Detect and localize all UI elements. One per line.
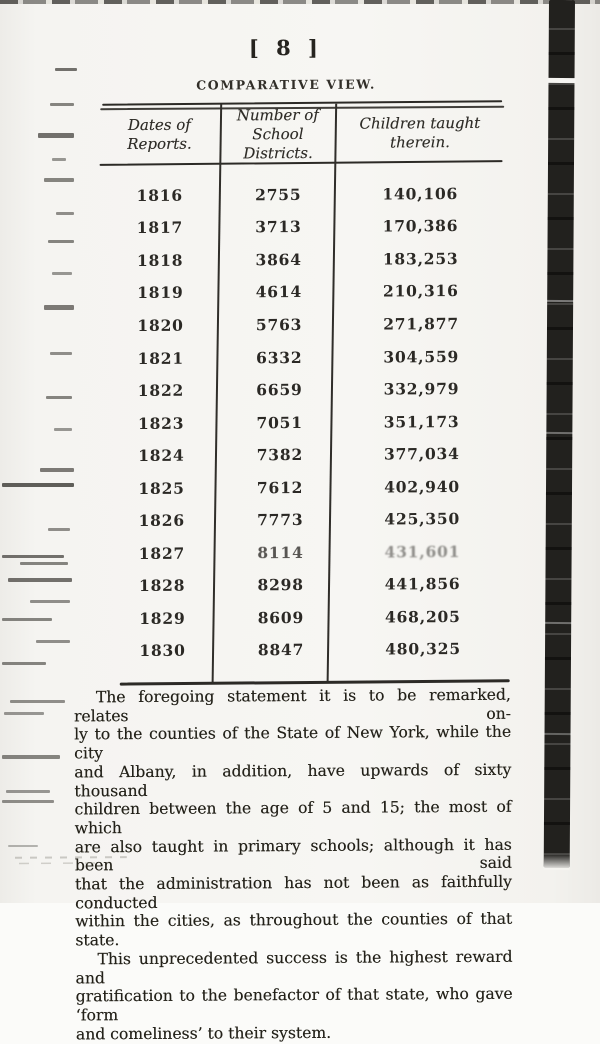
cell-districts: 8298 [257,575,304,595]
cell-districts: 8847 [257,640,305,660]
cell-date: 1830 [139,641,186,661]
cell-date: 1821 [137,348,184,368]
cell-date: 1825 [138,478,185,498]
cell-districts: 4614 [255,282,303,302]
table-row [100,437,506,472]
paragraph [74,686,513,951]
paragraph-line: gratification to the benefactor of that state, who gave ‘form [75,984,513,1025]
cell-children: 480,325 [385,639,461,659]
body-paragraphs [74,686,513,1044]
table-row [99,209,505,244]
column-header-districts: Number of School Districts. [236,105,319,162]
cell-date: 1828 [138,576,186,596]
table-row [101,600,507,635]
table-row [99,177,505,212]
cell-children: 402,940 [384,476,460,497]
paragraph-line: and comeliness’ to their system. [75,1023,332,1044]
cell-children: 183,253 [382,248,459,269]
document-title: COMPARATIVE VIEW. [196,76,376,93]
cell-districts: 8609 [257,607,305,628]
cell-date: 1824 [138,445,185,466]
cell-children: 304,559 [383,346,460,366]
cell-date: 1826 [138,510,185,531]
cell-date: 1817 [136,218,184,238]
paragraph-line: are also taught in primary schools; although it has been said [74,835,512,875]
cell-districts: 7382 [256,445,304,465]
table-row [101,567,507,602]
cell-date: 1823 [137,413,185,433]
column-header-dates: Dates of Reports. [127,115,192,154]
table-row [100,405,506,440]
cell-districts: 3713 [255,217,302,237]
table-row [100,339,506,374]
table-row [101,535,507,570]
table-body [99,177,508,668]
cell-districts: 7612 [256,477,304,497]
cell-children: 170,386 [382,216,459,236]
cell-date: 1819 [137,283,184,303]
cell-children: 271,877 [383,313,459,334]
cell-children: 140,106 [382,183,459,204]
cell-date: 1827 [138,543,186,563]
cell-children: 431,601 [384,541,461,562]
cell-districts: 8114 [257,542,304,563]
cell-districts: 3864 [255,249,302,270]
paragraph-line: within the cities, as throughout the counties of that state. [75,910,513,950]
table-bottom-rule [120,679,510,685]
cell-children: 425,350 [384,509,461,529]
table-row [100,470,506,505]
table-row [99,307,505,342]
paragraph-line: children between the age of 5 and 15; the most of which [74,797,512,838]
page-number: [ 8 ] [248,34,323,61]
cell-districts: 5763 [255,314,303,335]
paragraph-line: and Albany, in addition, have upwards of sixty thousand [74,760,512,800]
table-row [99,242,505,277]
cell-districts: 2755 [255,184,302,205]
column-header-children: Children taught therein. [359,113,481,152]
cell-children: 332,979 [383,379,460,399]
scan-bottom-left-smudge [15,856,127,865]
paragraph-line: The foregoing statement it is to be remarked, relates on- [73,685,511,726]
paragraph-line: This unprecedented success is the highest reward and [75,947,513,987]
cell-children: 351,173 [383,411,460,432]
table-row [100,372,506,407]
table-row [101,632,507,667]
table-row [99,274,505,309]
cell-districts: 6332 [256,347,303,367]
cell-date: 1818 [136,250,184,270]
comparative-table [98,99,508,686]
cell-children: 441,856 [384,574,461,594]
paragraph [75,948,513,1044]
cell-date: 1822 [137,380,185,401]
cell-date: 1829 [139,608,186,628]
paragraph-line: ly to the counties of the State of New York, while the city [73,723,512,763]
cell-districts: 7051 [256,412,303,432]
cell-children: 210,316 [382,281,459,301]
table-header-row [98,105,504,162]
cell-date: 1816 [136,185,183,205]
cell-children: 377,034 [383,444,460,464]
cell-date: 1820 [137,315,184,335]
paragraph-line: that the administration has not been as faithfully conducted [74,872,513,913]
cell-districts: 7773 [257,510,304,530]
cell-children: 468,205 [384,606,461,627]
cell-districts: 6659 [256,380,303,400]
table-row [101,502,507,537]
